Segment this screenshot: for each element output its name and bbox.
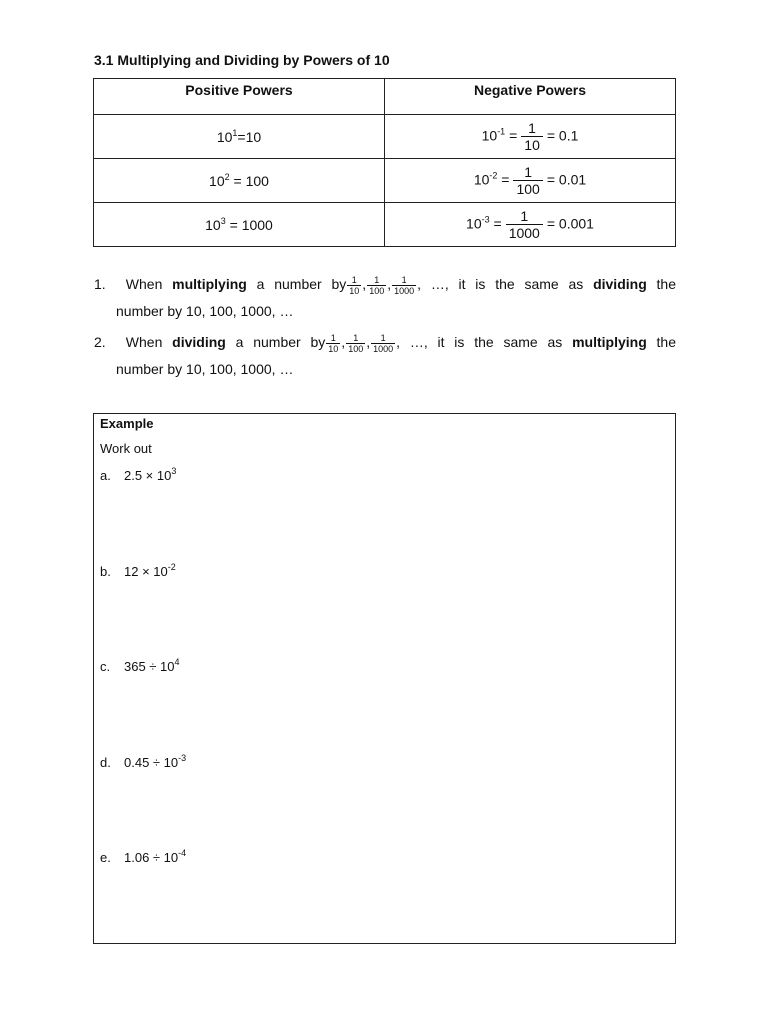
question-c: c. $365 \div 10^4$ xyxy=(100,657,180,674)
question-b: b. $12 \times 10^{-2}$ xyxy=(100,562,176,579)
fraction-small: $\frac{1}{1000}$ xyxy=(394,274,415,296)
positive-power-cell: $10^1=10$ xyxy=(94,115,385,159)
negative-power-cell: $10^{-3}$ = $\frac{1}{1000}$ = 0.001 xyxy=(385,203,676,247)
fraction-small: $\frac{1}{100}$ xyxy=(369,274,385,296)
fraction-small: $\frac{1}{100}$ xyxy=(348,332,364,354)
fraction: $\frac{1}{10}$ xyxy=(521,121,543,153)
page-title: 3.1 Multiplying and Dividing by Powers of 10 xyxy=(94,52,390,68)
table-row xyxy=(94,115,676,159)
positive-power-cell: $10^3 = 1000$ xyxy=(94,203,385,247)
negative-power-cell: $10^{-1}$ = $\frac{1}{10}$ = 0.1 xyxy=(385,115,676,159)
question-e: e. $1.06 \div 10^{-4}$ xyxy=(100,848,187,865)
positive-power-cell: $10^2 = 100$ xyxy=(94,159,385,203)
question-d: d. $0.45 \div 10^{-3}$ xyxy=(100,753,187,770)
fraction-small: $\frac{1}{10}$ xyxy=(349,274,360,296)
header-negative-powers: Negative Powers xyxy=(385,79,676,115)
example-box xyxy=(93,413,676,944)
negative-power-cell: $10^{-2}$ = $\frac{1}{100}$ = 0.01 xyxy=(385,159,676,203)
rule-dividing: 2. When dividing a number by $\frac{1}{10}$ , $\frac{1}{100}$ , $\frac{1}{1000}$ , …, it is the same as multiplying the number by 10, 100, 1000, … xyxy=(94,332,677,377)
fraction: $\frac{1}{1000}$ xyxy=(506,209,543,241)
question-a: a. $2.5 \times 10^3$ xyxy=(100,466,177,483)
example-instruction: Work out xyxy=(100,441,152,456)
table-row xyxy=(94,159,676,203)
fraction-small: $\frac{1}{10}$ xyxy=(328,332,339,354)
powers-table xyxy=(93,78,676,247)
fraction-small: $\frac{1}{1000}$ xyxy=(373,332,394,354)
fraction: $\frac{1}{100}$ xyxy=(513,165,542,197)
header-positive-powers: Positive Powers xyxy=(94,79,385,115)
example-heading: Example xyxy=(100,416,154,431)
table-header-row xyxy=(94,79,676,115)
rule-multiplying: 1. When multiplying a number by $\frac{1}{10}$ , $\frac{1}{100}$ , $\frac{1}{1000}$ , …, it is the same as dividing the number by 10, 100, 1000, … xyxy=(94,274,677,319)
table-row xyxy=(94,203,676,247)
